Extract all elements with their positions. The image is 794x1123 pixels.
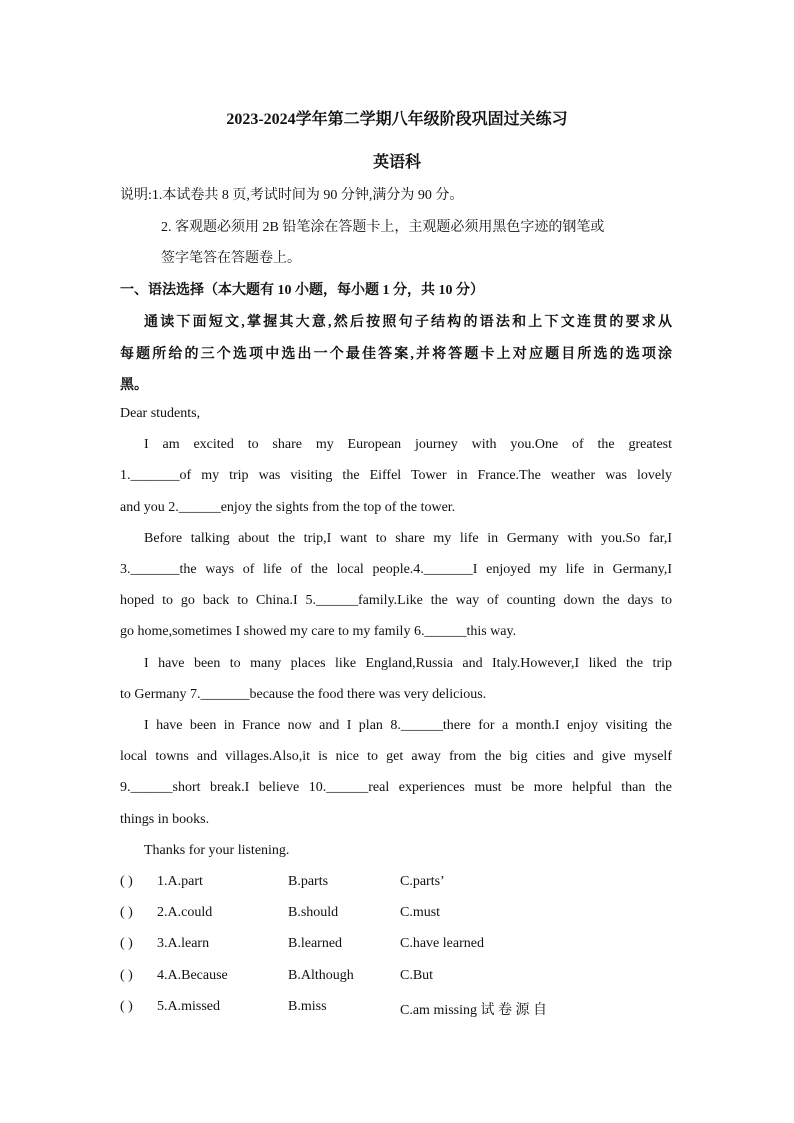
option-c: C.But bbox=[400, 968, 434, 983]
passage-line: hoped to go back to China.I 5.______family.Like the way of counting down the days to bbox=[120, 593, 672, 608]
passage-line: 9.______short break.I believe 10.______real experiences must be more helpful than the bbox=[120, 780, 672, 795]
passage-line: go home,sometimes I showed my care to my family 6.______this way. bbox=[120, 624, 517, 639]
option-c: C.must bbox=[400, 905, 441, 920]
option-c: C.have learned bbox=[400, 936, 484, 951]
passage-greeting: Dear students, bbox=[120, 406, 201, 421]
passage-line: I have been in France now and I plan 8.______there for a month.I enjoy visiting the bbox=[144, 718, 672, 733]
directions-line: 黑。 bbox=[120, 378, 148, 393]
passage-line: to Germany 7._______because the food there was very delicious. bbox=[120, 687, 487, 702]
passage-line: 1._______of my trip was visiting the Eiffel Tower in France.The weather was lovely bbox=[120, 468, 672, 483]
option-b: B.miss bbox=[288, 999, 327, 1014]
option-a: 5.A.missed bbox=[157, 999, 220, 1014]
option-c: C.parts’ bbox=[400, 874, 445, 889]
passage-line: I have been to many places like England,Russia and Italy.However,I liked the trip bbox=[144, 656, 672, 671]
option-c: C.am missing 试 卷 源 自 bbox=[400, 1003, 548, 1018]
directions-line: 通读下面短文,掌握其大意,然后按照句子结构的语法和上下文连贯的要求从 bbox=[144, 315, 672, 330]
option-a: 3.A.learn bbox=[157, 936, 210, 951]
instruction-line-1: 说明:1.本试卷共 8 页,考试时间为 90 分钟,满分为 90 分。 bbox=[120, 188, 464, 203]
instruction-line-2: 2. 客观题必须用 2B 铅笔涂在答题卡上，主观题必须用黑色字迹的钢笔或 bbox=[161, 220, 605, 235]
passage-line: and you 2.______enjoy the sights from the top of the tower. bbox=[120, 500, 456, 515]
option-a: 1.A.part bbox=[157, 874, 203, 889]
instruction-line-3: 签字笔答在答题卷上。 bbox=[161, 251, 301, 266]
passage-line: I am excited to share my European journey with you.One of the greatest bbox=[144, 437, 672, 452]
answer-paren[interactable]: ( ) bbox=[120, 936, 133, 951]
answer-paren[interactable]: ( ) bbox=[120, 968, 133, 983]
option-a: 2.A.could bbox=[157, 905, 213, 920]
passage-closing: Thanks for your listening. bbox=[144, 843, 290, 858]
exam-title: 2023-2024学年第二学期八年级阶段巩固过关练习 bbox=[226, 111, 568, 128]
section-heading: 一、语法选择（本大题有 10 小题，每小题 1 分，共 10 分） bbox=[120, 283, 484, 298]
option-b: B.parts bbox=[288, 874, 329, 889]
subject-title: 英语科 bbox=[372, 154, 421, 171]
passage-line: things in books. bbox=[120, 812, 210, 827]
option-b: B.learned bbox=[288, 936, 343, 951]
answer-paren[interactable]: ( ) bbox=[120, 905, 133, 920]
option-b: B.should bbox=[288, 905, 339, 920]
passage-line: local towns and villages.Also,it is nice to get away from the big cities and give myself bbox=[120, 749, 672, 764]
answer-paren[interactable]: ( ) bbox=[120, 999, 133, 1014]
directions-line: 每题所给的三个选项中选出一个最佳答案,并将答题卡上对应题目所选的选项涂 bbox=[120, 347, 672, 362]
passage-line: 3._______the ways of life of the local people.4._______I enjoyed my life in Germany,I bbox=[120, 562, 672, 577]
option-b: B.Although bbox=[288, 968, 354, 983]
option-a: 4.A.Because bbox=[157, 968, 228, 983]
passage-line: Before talking about the trip,I want to share my life in Germany with you.So far,I bbox=[144, 531, 672, 546]
answer-paren[interactable]: ( ) bbox=[120, 874, 133, 889]
